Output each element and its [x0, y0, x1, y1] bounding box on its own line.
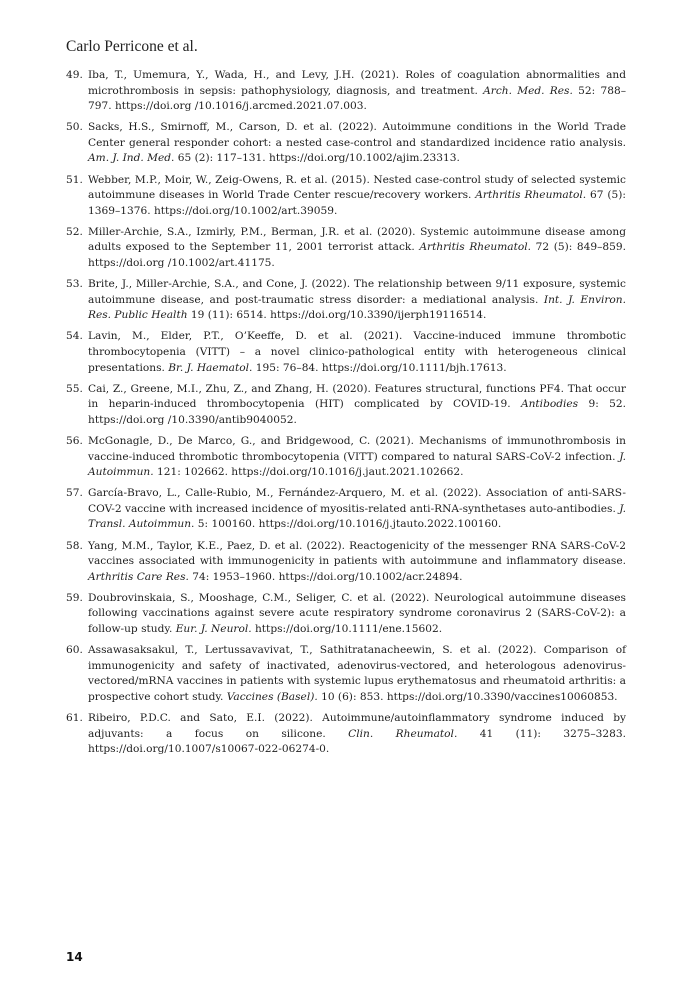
reference-details: 67 (5): 1369–1376. https://doi.org/10.1002/art.39059.: [88, 189, 626, 217]
reference-text: Doubrovinskaia, S., Mooshage, C.M., Seliger, C. et al. (2022). Neurological autoimmune diseases following vaccinations against severe acute respiratory syndrome coronavirus 2 (SARS-CoV-2): a follow-up study.: [88, 591, 626, 635]
reference-text: Assawasaksakul, T., Lertussavavivat, T., Sathitratanacheewin, S. et al. (2022). Comparison of immunogenicity and safety of inactivated, adenovirus-vectored, and heterologous adenovirus-vectored/mRNA vaccines in patients with systemic lupus erythematosus and rheumatoid arthritis: a prospective cohort study.: [88, 644, 626, 703]
reference-journal: J. Autoimmun.: [88, 450, 626, 479]
running-head: Carlo Perricone et al.: [66, 38, 198, 55]
reference-item: [66, 711, 626, 758]
reference-journal: Eur. J. Neurol.: [175, 623, 252, 635]
reference-text: García-Bravo, L., Calle-Rubio, M., Fernández-Arquero, M. et al. (2022). Association of anti-SARS-COV-2 vaccine with increased incidence of myositis-related anti-RNA-synthetases auto-antibodies.: [88, 487, 626, 515]
reference-number: 51.: [66, 173, 83, 186]
page-number: 14: [66, 950, 83, 964]
reference-details: 9: 52. https://doi.org /10.3390/antib9040052.: [88, 398, 626, 426]
reference-details: 10 (6): 853. https://doi.org/10.3390/vaccines10060853.: [317, 690, 618, 703]
reference-item: [66, 591, 626, 638]
reference-details: https://doi.org/10.1111/ene.15602.: [251, 623, 443, 635]
reference-text: McGonagle, D., De Marco, G., and Bridgewood, C. (2021). Mechanisms of immunothrombosis in vaccine-induced thrombotic thrombocytopenia (VITT) compared to natural SARS-CoV-2 infection.: [88, 434, 626, 463]
reference-details: 19 (11): 6514. https://doi.org/10.3390/ijerph19116514.: [187, 309, 487, 322]
reference-text: Ribeiro, P.D.C. and Sato, E.I. (2022). Autoimmune/autoinflammatory syndrome induced by adjuvants: a focus on silicone.: [88, 711, 626, 740]
reference-text: Brite, J., Miller-Archie, S.A., and Cone, J. (2022). The relationship between 9/11 exposure, systemic autoimmune disease, and post-traumatic stress disorder: a mediational analysis.: [88, 278, 626, 306]
reference-journal: Arch. Med. Res.: [483, 84, 573, 97]
reference-item: [66, 173, 626, 220]
reference-text: Miller-Archie, S.A., Izmirly, P.M., Berman, J.R. et al. (2020). Systemic autoimmune disease among adults exposed to the September 11, 2001 terrorist attack.: [88, 225, 626, 254]
reference-number: 50.: [66, 121, 83, 134]
reference-journal: J. Transl. Autoimmun.: [88, 502, 627, 531]
reference-item: [66, 382, 626, 429]
reference-journal: Arthritis Care Res.: [88, 570, 189, 583]
reference-journal: Arthritis Rheumatol.: [419, 241, 531, 254]
reference-text: Yang, M.M., Taylor, K.E., Paez, D. et al. (2022). Reactogenicity of the messenger RNA SARS-CoV-2 vaccines associated with immunogenicity in patients with autoimmune and inflammatory disease.: [88, 539, 626, 568]
reference-number: 58.: [66, 539, 83, 552]
reference-text: Iba, T., Umemura, Y., Wada, H., and Levy, J.H. (2021). Roles of coagulation abnormalities and microthrombosis in sepsis: pathophysiology, diagnosis, and treatment.: [88, 69, 626, 97]
reference-item: [66, 486, 626, 533]
reference-details: 74: 1953–1960. https://doi.org/10.1002/acr.24894.: [188, 570, 463, 583]
reference-number: 59.: [66, 591, 83, 604]
reference-item: [66, 120, 626, 167]
reference-journal: Vaccines (Basel).: [226, 690, 318, 703]
reference-journal: Arthritis Rheumatol.: [475, 189, 587, 202]
reference-details: 195: 76–84. https://doi.org/10.1111/bjh.17613.: [252, 361, 507, 374]
reference-item: [66, 434, 626, 481]
reference-details: 41 (11): 3275–3283. https://doi.org/10.1007/s10067-022-06274-0.: [88, 727, 626, 756]
reference-text: Sacks, H.S., Smirnoff, M., Carson, D. et al. (2022). Autoimmune conditions in the World Trade Center general responder cohort: a nested case-control and standardized incidence ratio analysis.: [88, 121, 626, 149]
reference-number: 54.: [66, 330, 83, 343]
reference-number: 52.: [66, 225, 83, 238]
reference-number: 57.: [66, 487, 83, 500]
reference-item: [66, 225, 626, 272]
reference-journal: Clin. Rheumatol.: [348, 727, 458, 740]
reference-item: [66, 539, 626, 586]
reference-journal: Br. J. Haematol.: [168, 361, 253, 374]
reference-text: Lavin, M., Elder, P.T., O’Keeffe, D. et al. (2021). Vaccine-induced immune thrombotic thrombocytopenia (VITT) – a novel clinico-pathological entity with heterogeneous clinical presentations.: [88, 330, 626, 374]
reference-details: 5: 100160. https://doi.org/10.1016/j.jtauto.2022.100160.: [194, 518, 502, 531]
reference-item: [66, 68, 626, 115]
reference-item: [66, 643, 626, 705]
reference-text: Webber, M.P., Moir, W., Zeig-Owens, R. et al. (2015). Nested case-control study of selected systemic autoimmune diseases in World Trade Center rescue/recovery workers.: [88, 173, 626, 202]
reference-item: [66, 329, 626, 376]
reference-number: 61.: [66, 711, 83, 724]
reference-details: 72 (5): 849–859. https://doi.org /10.1002/art.41175.: [88, 241, 627, 270]
reference-journal: Antibodies: [520, 398, 579, 411]
reference-number: 56.: [66, 434, 83, 447]
reference-details: 121: 102662. https://doi.org/10.1016/j.jaut.2021.102662.: [153, 466, 464, 479]
reference-text: Cai, Z., Greene, M.I., Zhu, Z., and Zhang, H. (2020). Features structural, functions PF4. That occur in heparin-induced thrombocytopenia (HIT) complicated by COVID-19.: [88, 382, 626, 411]
reference-journal: Am. J. Ind. Med.: [88, 152, 175, 165]
reference-list: [66, 68, 626, 763]
reference-number: 49.: [66, 69, 83, 81]
reference-details: 65 (2): 117–131. https://doi.org/10.1002/ajim.23313.: [174, 152, 460, 165]
reference-item: [66, 277, 626, 324]
reference-number: 60.: [66, 644, 83, 657]
reference-number: 53.: [66, 278, 83, 291]
reference-number: 55.: [66, 382, 83, 395]
reference-journal: Int. J. Environ. Res. Public Health: [88, 293, 626, 322]
reference-details: 52: 788–797. https://doi.org /10.1016/j.arcmed.2021.07.003.: [88, 84, 626, 113]
